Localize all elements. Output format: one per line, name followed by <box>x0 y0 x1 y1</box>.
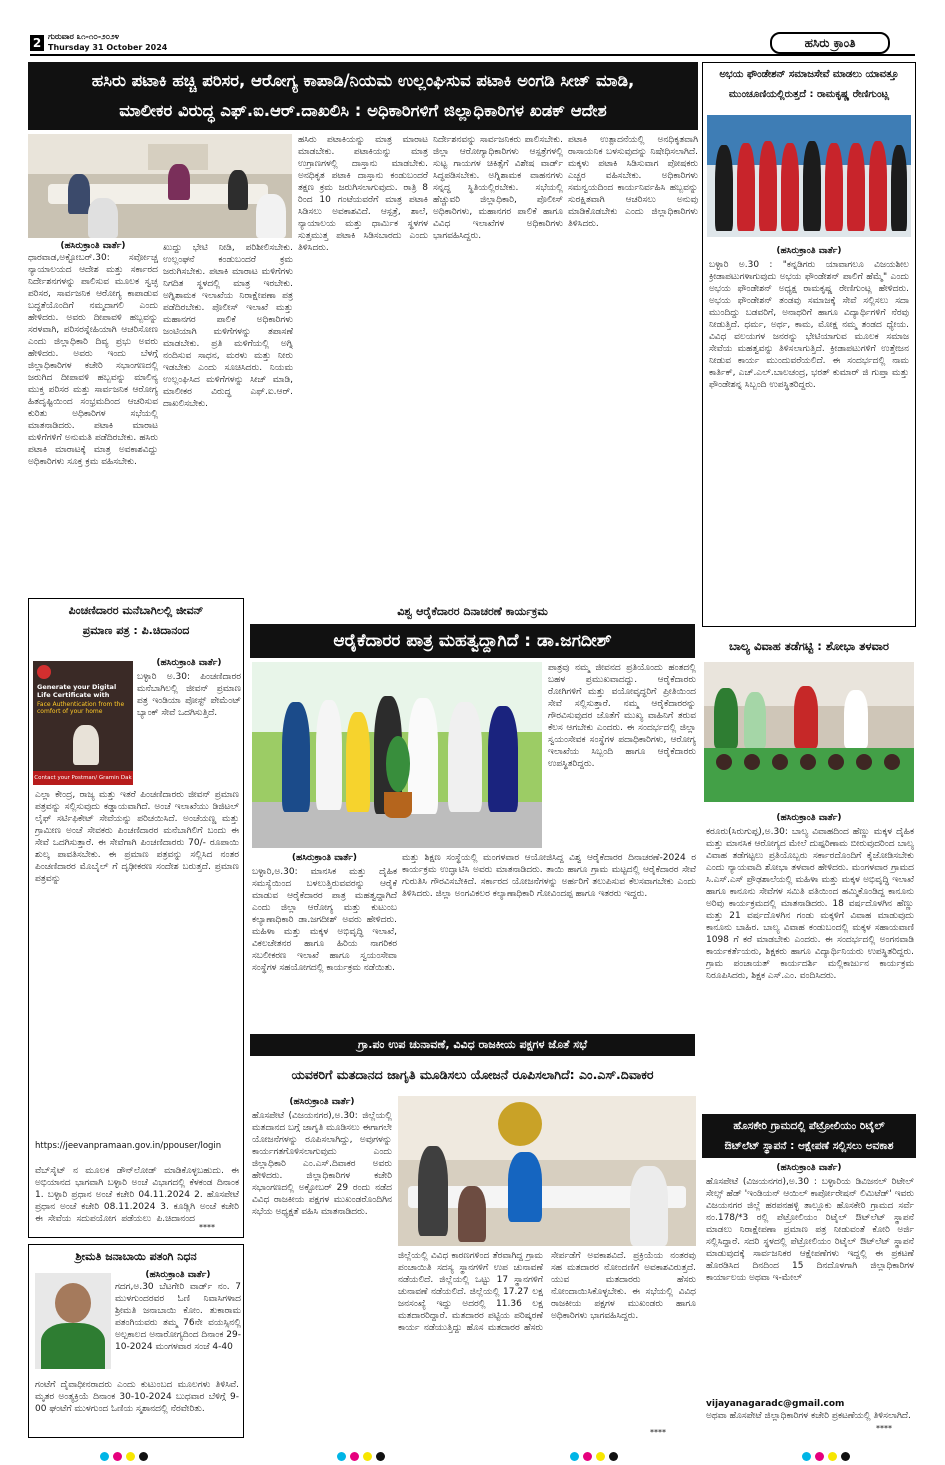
pension-ad-contact: Contact your Postman/ Gramin Dak <box>33 771 133 785</box>
lead-photo <box>28 134 292 238</box>
petrol-headline-line2: ಔಟ್‌ಲೆಟ್ ಸ್ಥಾಪನೆ : ಆಕ್ಷೇಪಣೆ ಸಲ್ಲಿಸಲು ಅವಕಾಶ <box>724 1140 894 1152</box>
pension-ad-line1: Generate your Digital Life Certificate with <box>37 683 117 699</box>
registration-marks-mid <box>568 1446 620 1465</box>
obit-photo <box>35 1273 111 1369</box>
lead-headline <box>28 62 698 130</box>
health-credit: (ಹಸಿರುಕ್ರಾಂತಿ ವಾರ್ತೆ) <box>291 853 358 863</box>
pension-credit: (ಹಸಿರುಕ್ರಾಂತಿ ವಾರ್ತೆ) <box>156 658 222 668</box>
petrol-email[interactable]: vijayanagaradc@gmail.com <box>706 1399 845 1409</box>
obit-body: ಗಂಟೆಗೆ ದೈವಾಧೀನರಾದರು ಎಂದು ಕುಟುಂಬದ ಮೂಲಗಳು ತಿಳಿಸಿವೆ. ಮೃತರ ಅಂತ್ಯಕ್ರಿಯೆ ದಿನಾಂಕ 30-10-2024 ಬುಧವಾರ ಬೆಳಿಗ್ಗೆ 9-00 ಘಂಟೆಗೆ ಮುಳಗುಂದ ಓಣಿಯ ಸ್ಮಶಾನದಲ್ಲಿ ನೆರವೇರಿತು. <box>35 1380 239 1414</box>
child-body: ಕರೂರು(ಸಿರುಗುಪ್ಪ),ಅ.30: ಬಾಲ್ಯ ವಿವಾಹದಿಂದ ಹೆಣ್ಣು ಮಕ್ಕಳ ದೈಹಿಕ ಮತ್ತು ಮಾನಸಿಕ ಆರೋಗ್ಯದ ಮೇಲೆ ದುಷ್ಪರಿಣಾಮ ಬೀರುವುದರಿಂದ ಬಾಲ್ಯ ವಿವಾಹ ತಡೆಗಟ್ಟಲು ಪ್ರತಿಯೊಬ್ಬರು ಸರ್ಕಾರದೊಂದಿಗೆ ಕೈಜೋಡಿಸಬೇಕು ಎಂದು ನ್ಯಾಯವಾದಿ ಶೋಭಾ ತಳವಾರ ಹೇಳಿದರು. ಮಂಗಳವಾರ ಗ್ರಾಮದ ಸಿ.ಎಸ್.ಎಸ್ ಪ್ರೌಢಶಾಲೆಯಲ್ಲಿ ಮಹಿಳಾ ಮತ್ತು ಮಕ್ಕಳ ಅಭಿವೃದ್ಧಿ ಇಲಾಖೆ ಹಾಗೂ ಕಾನೂನು ಸೇವೆಗಳ ಸಮಿತಿ ವತಿಯಿಂದ ಹಮ್ಮಿಕೊಂಡಿದ್ದ ಕಾನೂನು ಅರಿವು ಕಾರ್ಯಕ್ರಮದಲ್ಲಿ ಮಾತನಾಡಿದರು. 18 ವರ್ಷದೊಳಗಿನ ಹೆಣ್ಣು ಮತ್ತು 21 ವರ್ಷದೊಳಗಿನ ಗಂಡು ಮಕ್ಕಳಿಗೆ ವಿವಾಹ ಮಾಡುವುದು ಕಾನೂನು ಬಾಹಿರ. ಬಾಲ್ಯ ವಿವಾಹ ಕಂಡುಬಂದಲ್ಲಿ ಮಕ್ಕಳ ಸಹಾಯವಾಣಿ 1098 ಗೆ ಕರೆ ಮಾಡಬೇಕು ಎಂದರು. ಈ ಸಂದರ್ಭದಲ್ಲಿ ಅಂಗನವಾಡಿ ಕಾರ್ಯಕರ್ತೆಯರು, ಶಿಕ್ಷಕರು ಹಾಗೂ ವಿದ್ಯಾರ್ಥಿನಿಯರು ಉಪಸ್ಥಿತರಿದ್ದರು. ಗ್ರಾಮ ಪಂಚಾಯತ್ ಕಾರ್ಯದರ್ಶಿ ಮಲ್ಲಿಕಾರ್ಜುನ ಕಾರ್ಯಕ್ರಮ ನಿರೂಪಿಸಿದರು, ಶಿಕ್ಷಕ ಎಸ್.ಎಂ. ವಂದಿಸಿದರು. <box>706 827 914 981</box>
pension-headline <box>33 601 239 641</box>
health-body-col1: ಬಳ್ಳಾರಿ,ಅ.30: ಮಾನಸಿಕ ಮತ್ತು ದೈಹಿಕ ಸಮಸ್ಯೆಯಿಂದ ಬಳಲುತ್ತಿರುವವರನ್ನು ಆರೈಕೆ ಮಾಡುವ ಆರೈಕೆದಾರರ ಪಾತ್ರ ಮಹತ್ವದ್ದಾಗಿದೆ ಎಂದು ಜಿಲ್ಲಾ ಆರೋಗ್ಯ ಮತ್ತು ಕುಟುಂಬ ಕಲ್ಯಾಣಾಧಿಕಾರಿ ಡಾ.ಜಗದೀಶ್ ಅವರು ಹೇಳಿದರು. ಮಹಿಳಾ ಮತ್ತು ಮಕ್ಕಳ ಅಭಿವೃದ್ಧಿ ಇಲಾಖೆ, ವಿಕಲಚೇತನರ ಹಾಗೂ ಹಿರಿಯ ನಾಗರಿಕರ ಸಬಲೀಕರಣ ಇಲಾಖೆ ಹಾಗೂ ಸ್ವಯಂಸೇವಾ ಸಂಸ್ಥೆಗಳ ಸಹಯೋಗದಲ್ಲಿ ಕಾರ್ಯಕ್ರಮ ನಡೆಯಿತು. <box>252 867 397 973</box>
obit-headline: ಶ್ರೀಮತಿ ಜನಾಬಾಯಿ ಪತಂಗಿ ನಿಧನ <box>75 1250 197 1263</box>
child-credit: (ಹಸಿರುಕ್ರಾಂತಿ ವಾರ್ತೆ) <box>776 813 842 823</box>
lead-body-col4: ನಿರ್ದೇಶನವನ್ನು ಸಾರ್ವಜನಿಕರು ಪಾಲಿಸಬೇಕು. ಜಿಲ್ಲಾ ಆರೋಗ್ಯಾಧಿಕಾರಿಗಳು ಆಸ್ಪತ್ರೆಗಳಲ್ಲಿ ಸುಟ್ಟ ಗಾಯಗಳ ಚಿಕಿತ್ಸೆಗೆ ವಿಶೇಷ ವಾರ್ಡ್ ಸಿದ್ಧಪಡಿಸಬೇಕು. ಅಗ್ನಿಶಾಮಕ ವಾಹನಗಳು ಸನ್ನದ್ಧ ಸ್ಥಿತಿಯಲ್ಲಿರಬೇಕು. ಸಭೆಯಲ್ಲಿ ಹೆಚ್ಚುವರಿ ಜಿಲ್ಲಾಧಿಕಾರಿ, ಪೊಲೀಸ್ ಅಧಿಕಾರಿಗಳು, ಮಹಾನಗರ ಪಾಲಿಕೆ ಹಾಗೂ ವಿವಿಧ ಇಲಾಖೆಗಳ ಅಧಿಕಾರಿಗಳು ಭಾಗವಹಿಸಿದ್ದರು. <box>433 135 563 241</box>
abhaya-headline-line1: ಅಭಯ ಫೌಂಡೇಶನ್ ಸಮಾಜಸೇವೆ ಮಾಡಲು ಯಾವತ್ತೂ <box>719 69 899 80</box>
election-headline: ಯವಕರಿಗೆ ಮತದಾನದ ಜಾಗೃತಿ ಮೂಡಿಸಲು ಯೋಜನೆ ರೂಪಿಸಲಾಗಿದೆ: ಎಂ.ಎಸ್.ದಿವಾಕರ <box>291 1067 654 1082</box>
pension-ad-line2: Face Authentication from the comfort of your home <box>37 701 125 715</box>
date-kannada: ಗುರುವಾರ ೩೧-೧೦-೨೦೨೪ <box>48 32 120 41</box>
page-number: 2 <box>30 35 44 51</box>
obit-body-side: ಗದಗ,ಅ.30 ಬೆಟಗೇರಿ ವಾರ್ಡ್ ನಂ. 7 ಮುಳಗುಂದರವರ ಓಣಿ ನಿವಾಸಿಗಳಾದ ಶ್ರೀಮತಿ ಜನಾಬಾಯಿ ಕೋಂ. ತುಕಾರಾಮ ಪತಂಗಿಯವರು ತಮ್ಮ 76ನೇ ವಯಸ್ಸಿನಲ್ಲಿ ಅಲ್ಪಕಾಲದ ಅನಾರೋಗ್ಯದಿಂದ ದಿನಾಂಕ 29-10-2024 ಮಂಗಳವಾರ ಸಂಜೆ 4-40 <box>115 1282 241 1352</box>
masthead <box>30 32 915 56</box>
abhaya-photo <box>707 115 911 237</box>
pension-camps: 1. ಬಳ್ಳಾರಿ ಪ್ರಧಾನ ಅಂಚೆ ಕಚೇರಿ 04.11.2024 2. ಹೊಸಪೇಟೆ ಪ್ರಧಾನ ಅಂಚೆ ಕಚೇರಿ 08.11.2024 3. ಕೂಡ್ಲಿಗಿ ಅಂಚೆ ಕಚೇರಿ <box>35 1190 239 1212</box>
abhaya-headline-line2: ಮುಂಚೂಣಿಯಲ್ಲಿರುತ್ತದೆ : ರಾಮಕೃಷ್ಣ ರೇಣಿಗುಂಟ್ಲ <box>728 89 890 100</box>
child-headline: ಬಾಲ್ಯ ವಿವಾಹ ತಡೆಗಟ್ಟಿ : ಶೋಭಾ ತಳವಾರ <box>728 639 890 653</box>
health-side-text: ಪಾತ್ರವು ನಮ್ಮ ಜೀವನದ ಪ್ರತಿಯೊಂದು ಹಂತದಲ್ಲಿ ಬಹಳ ಪ್ರಮುಖವಾದದ್ದು. ಆರೈಕೆದಾರರು ರೋಗಿಗಳಿಗೆ ಮತ್ತು ವಯೋವೃದ್ಧರಿಗೆ ಪ್ರೀತಿಯಿಂದ ಸೇವೆ ಸಲ್ಲಿಸುತ್ತಾರೆ. ನಮ್ಮ ಆರೈಕೆದಾರರನ್ನು ಗೌರವಿಸುವುದರ ಜೊತೆಗೆ ಮುಖ್ಯ ವಾಹಿನಿಗೆ ತರುವ ಕೆಲಸ ಆಗಬೇಕು ಎಂದರು. ಈ ಸಂದರ್ಭದಲ್ಲಿ ಜಿಲ್ಲಾ ಸ್ವಯಂಸೇವಕ ಸಂಸ್ಥೆಗಳ ಪದಾಧಿಕಾರಿಗಳು, ಆರೋಗ್ಯ ಇಲಾಖೆಯ ಸಿಬ್ಬಂದಿ ಹಾಗೂ ಆರೈಕೆದಾರರು ಉಪಸ್ಥಿತರಿದ್ದರು. <box>548 663 696 769</box>
lead-headline-line2: ಮಾಲೀಕರ ವಿರುದ್ಧ ಎಫ್.ಐ.ಆರ್.ದಾಖಲಿಸಿ : ಅಧಿಕಾರಿಗಳಿಗೆ ಜಿಲ್ಲಾಧಿಕಾರಿಗಳ ಖಡಕ್ ಆದೇಶ <box>119 101 607 120</box>
lead-body-col1: ಧಾರವಾಡ,ಅಕ್ಟೋಬರ್.30: ಸರ್ವೋಚ್ಚ ನ್ಯಾಯಾಲಯದ ಆದೇಶ ಮತ್ತು ಸರ್ಕಾರದ ನಿರ್ದೇಶನಗಳನ್ನು ಪಾಲಿಸುವ ಮೂಲಕ ಸ್ವಚ್ಛ ಪರಿಸರ, ಸಾರ್ವಜನಿಕ ಆರೋಗ್ಯ ಕಾಪಾಡುವ ಬದ್ಧತೆಯೊಂದಿಗೆ ನಮ್ಮದಾಗಲಿ ಎಂದು ಹೇಳಿದರು. ಅವರು ದೀಪಾವಳಿ ಹಬ್ಬವನ್ನು ಸರಳವಾಗಿ, ಪರಿಸರಸ್ನೇಹಿಯಾಗಿ ಆಚರಿಸೋಣ ಎಂದು ಜಿಲ್ಲಾಧಿಕಾರಿ ದಿವ್ಯ ಪ್ರಭು ಅವರು ಹೇಳಿದರು. ಅವರು ಇಂದು ಬೆಳಗ್ಗೆ ಜಿಲ್ಲಾಧಿಕಾರಿಗಳ ಕಚೇರಿ ಸಭಾಂಗಣದಲ್ಲಿ ಜರುಗಿದ ದೀಪಾವಳಿ ಹಬ್ಬವನ್ನು ಮಾಲಿನ್ಯ ಮುಕ್ತ ಪರಿಸರ ಮತ್ತು ಸಾರ್ವಜನಿಕ ಆರೋಗ್ಯ ಹಿತದೃಷ್ಟಿಯಿಂದ ಸಂಭ್ರಮದಿಂದ ಆಚರಿಸುವ ಕುರಿತು ಅಧಿಕಾರಿಗಳ ಸಭೆಯಲ್ಲಿ ಮಾತನಾಡಿದರು. ಪಟಾಕಿ ಮಾರಾಟ ಮಳಿಗೆಗಳಿಗೆ ಅನುಮತಿ ಪಡೆದಿರಬೇಕು. ಹಸಿರು ಪಟಾಕಿ ಮಾರಾಟಕ್ಕೆ ಮಾತ್ರ ಅವಕಾಶವಿದ್ದು ಅಧಿಕಾರಿಗಳು ಸೂಕ್ತ ಕ್ರಮ ವಹಿಸಬೇಕು. <box>28 253 158 467</box>
abhaya-body: ಬಳ್ಳಾರಿ ಅ.30 : "ಕನ್ನಡಿಗರು ಯಾವಾಗಲೂ ವಿಜಯಶೀಲ ಕ್ರೀಡಾಪಟುಗಳಾಗುವುದು ಅಭಯ ಫೌಂಡೇಶನ್ ಪಾಲಿಗೆ ಹೆಮ್ಮೆ" ಎಂದು ಅಭಯ ಫೌಂಡೇಶನ್ ಅಧ್ಯಕ್ಷ ರಾಮಕೃಷ್ಣ ರೇಣಿಗುಂಟ್ಲ ಹೇಳಿದರು. ಅಭಯ ಫೌಂಡೇಶನ್ ತಂಡವು ಸಮಾಜಕ್ಕೆ ಸೇವೆ ಸಲ್ಲಿಸಲು ಸದಾ ಮುಂದಿದ್ದು ಬಡವರಿಗೆ, ಅನಾಥರಿಗೆ ಹಾಗೂ ವಿದ್ಯಾರ್ಥಿಗಳಿಗೆ ನೆರವು ನೀಡುತ್ತಿದೆ. ಧರ್ಮ, ಅರ್ಥ, ಕಾಮ, ಮೋಕ್ಷ ನಮ್ಮ ತಂಡದ ಧ್ಯೇಯ. ವಿವಿಧ ವಲಯಗಳ ಜನರನ್ನು ಭೇಟಿಯಾಗುವ ಮೂಲಕ ಸಮಾಜ ಸೇವೆಯ ಮಹತ್ವವನ್ನು ತಿಳಿಸಲಾಗುತ್ತಿದೆ. ಕ್ರೀಡಾಪಟುಗಳಿಗೆ ಉತ್ತೇಜನ ನೀಡುವ ಕಾರ್ಯ ಮುಂದುವರೆಯಲಿದೆ. ಈ ಸಂದರ್ಭದಲ್ಲಿ ನಾಮ ಕಾರ್ತಿಕ್, ಎಚ್.ಎಲ್.ಬಾಲಚಂದ್ರ, ಭರತ್ ಕುಮಾರ್ ಜಿ ಗುಪ್ತಾ ಮತ್ತು ಫೌಂಡೇಶನ್ನ ಸಿಬ್ಬಂದಿ ಉಪಸ್ಥಿತರಿದ್ದರು. <box>709 260 909 390</box>
election-body-left: ಹೊಸಪೇಟೆ (ವಿಜಯನಗರ),ಅ.30: ಜಿಲ್ಲೆಯಲ್ಲಿ ಮತದಾನದ ಬಗ್ಗೆ ಜಾಗೃತಿ ಮೂಡಿಸಲು ಈಗಾಗಲೇ ಯೋಜನೆಗಳನ್ನು ರೂಪಿಸಲಾಗಿದ್ದು, ಅವುಗಳನ್ನು ಕಾರ್ಯಗತಗೊಳಿಸಲಾಗುವುದು ಎಂದು ಜಿಲ್ಲಾಧಿಕಾರಿ ಎಂ.ಎಸ್.ದಿವಾಕರ ಅವರು ಹೇಳಿದರು. ಜಿಲ್ಲಾಧಿಕಾರಿಗಳ ಕಚೇರಿ ಸಭಾಂಗಣದಲ್ಲಿ ಅಕ್ಟೋಬರ್ 29 ರಂದು ನಡೆದ ವಿವಿಧ ರಾಜಕೀಯ ಪಕ್ಷಗಳ ಮುಖಂಡರೊಂದಿಗಿನ ಸಭೆಯ ಅಧ್ಯಕ್ಷತೆ ವಹಿಸಿ ಮಾತನಾಡಿದರು. <box>252 1111 392 1217</box>
pension-ad <box>33 661 133 785</box>
pension-body: ಎಲ್ಲಾ ಕೇಂದ್ರ, ರಾಜ್ಯ ಮತ್ತು ಇತರೆ ಪಿಂಚಣಿದಾರರು ಜೀವನ್ ಪ್ರಮಾಣ ಪತ್ರವನ್ನು ಸಲ್ಲಿಸುವುದು ಕಡ್ಡಾಯವಾಗಿದೆ. ಅಂಚೆ ಇಲಾಖೆಯು ಡಿಜಿಟಲ್ ಲೈಫ್ ಸರ್ಟಿಫಿಕೇಟ್ ಸೇವೆಯನ್ನು ಪರಿಚಯಿಸಿದೆ. ಅಂಚೆಯಣ್ಣ ಮತ್ತು ಗ್ರಾಮೀಣ ಅಂಚೆ ಸೇವಕರು ಪಿಂಚಣಿದಾರರ ಮನೆಬಾಗಿಲಿಗೆ ಬಂದು ಈ ಸೇವೆ ಒದಗಿಸುತ್ತಾರೆ. ಈ ಸೇವೆಗಾಗಿ ಪಿಂಚಣಿದಾರರು 70/- ರೂಪಾಯಿ ಶುಲ್ಕ ಪಾವತಿಸಬೇಕು. ಈ ಪ್ರಮಾಣ ಪತ್ರವನ್ನು ಸಲ್ಲಿಸಿದ ನಂತರ ಪಿಂಚಣಿದಾರರ ಮೊಬೈಲ್ ಗೆ ದೃಢೀಕರಣ ಸಂದೇಶ ಬರುತ್ತದೆ. ಪ್ರಮಾಣ ಪತ್ರವನ್ನು <box>35 790 239 884</box>
pension-stars: **** <box>199 1223 215 1232</box>
pension-url[interactable]: https://jeevanpramaan.gov.in/ppouser/login <box>35 1141 222 1151</box>
obit-credit: (ಹಸಿರುಕ್ರಾಂತಿ ವಾರ್ತೆ) <box>145 1270 211 1280</box>
petrol-headline-line1: ಹೊಸಕೇರಿ ಗ್ರಾಮದಲ್ಲಿ ಪೆಟ್ರೋಲಿಯಂ ರಿಟೈಲ್ <box>733 1120 885 1132</box>
lead-body-col5: ಪಟಾಕಿ ಉತ್ಪಾದನೆಯಲ್ಲಿ ಅನಧಿಕೃತವಾಗಿ ರಾಸಾಯನಿಕ ಬಳಸುವುದನ್ನು ನಿಷೇಧಿಸಲಾಗಿದೆ. ಮಕ್ಕಳು ಪಟಾಕಿ ಸಿಡಿಸುವಾಗ ಪೋಷಕರು ಎಚ್ಚರ ವಹಿಸಬೇಕು. ಅಧಿಕಾರಿಗಳು ಸಮನ್ವಯದಿಂದ ಕಾರ್ಯನಿರ್ವಹಿಸಿ ಹಬ್ಬವನ್ನು ಸುರಕ್ಷಿತವಾಗಿ ಆಚರಿಸಲು ಅನುವು ಮಾಡಿಕೊಡಬೇಕು ಎಂದು ಜಿಲ್ಲಾಧಿಕಾರಿಗಳು ತಿಳಿಸಿದರು. <box>568 135 698 229</box>
lead-body-col2: ಖುದ್ದು ಭೇಟಿ ನೀಡಿ, ಪರಿಶೀಲಿಸಬೇಕು. ಉಲ್ಲಂಘನೆ ಕಂಡುಬಂದರೆ ಕ್ರಮ ಜರುಗಿಸಬೇಕು. ಪಟಾಕಿ ಮಾರಾಟ ಮಳಿಗೆಗಳು ನಿಗದಿತ ಸ್ಥಳದಲ್ಲಿ ಮಾತ್ರ ಇರಬೇಕು. ಅಗ್ನಿಶಾಮಕ ಇಲಾಖೆಯ ನಿರಾಕ್ಷೇಪಣಾ ಪತ್ರ ಪಡೆದಿರಬೇಕು. ಪೊಲೀಸ್ ಇಲಾಖೆ ಮತ್ತು ಮಹಾನಗರ ಪಾಲಿಕೆ ಅಧಿಕಾರಿಗಳು ಜಂಟಿಯಾಗಿ ಮಳಿಗೆಗಳನ್ನು ತಪಾಸಣೆ ಮಾಡಬೇಕು. ಪ್ರತಿ ಮಳಿಗೆಯಲ್ಲಿ ಅಗ್ನಿ ನಂದಿಸುವ ಸಾಧನ, ಮರಳು ಮತ್ತು ನೀರು ಇಡಬೇಕು ಎಂದು ಸೂಚಿಸಿದರು. ನಿಯಮ ಉಲ್ಲಂಘಿಸಿದ ಮಳಿಗೆಗಳನ್ನು ಸೀಜ್ ಮಾಡಿ, ಮಾಲೀಕರ ವಿರುದ್ಧ ಎಫ್.ಐ.ಆರ್. ದಾಖಲಿಸಬೇಕು. <box>163 243 293 409</box>
petrol-body: ಹೊಸಪೇಟೆ (ವಿಜಯನಗರ),ಅ.30 : ಬಳ್ಳಾರಿಯ ಡಿವಿಜನಲ್ ರಿಟೇಲ್ ಸೇಲ್ಸ್ ಹೆಡ್ 'ಇಂಡಿಯನ್ ಆಯಿಲ್ ಕಾರ್ಪೋರೇಷನ್ ಲಿಮಿಟೆಡ್' ಇವರು ವಿಜಯನಗರ ಜಿಲ್ಲೆ ಹರಪನಹಳ್ಳಿ ತಾಲ್ಲೂಕು ಹೊಸಕೇರಿ ಗ್ರಾಮದ ಸರ್ವೆ ನಂ.178/*3 ರಲ್ಲಿ ಪೆಟ್ರೋಲಿಯಂ ರಿಟೈಲ್ ಔಟ್‌ಲೆಟ್ ಸ್ಥಾಪನೆ ಮಾಡಲು ನಿರಾಕ್ಷೇಪಣಾ ಪ್ರಮಾಣ ಪತ್ರ ನೀಡುವಂತೆ ಕೋರಿ ಅರ್ಜಿ ಸಲ್ಲಿಸಿದ್ದಾರೆ. ಸದರಿ ಸ್ಥಳದಲ್ಲಿ ಪೆಟ್ರೋಲಿಯಂ ರಿಟೈಲ್ ಔಟ್‌ಲೆಟ್ ಸ್ಥಾಪನೆ ಮಾಡುವುದಕ್ಕೆ ಸಾರ್ವಜನಿಕರ ಆಕ್ಷೇಪಣೆಗಳು ಇದ್ದಲ್ಲಿ ಈ ಪ್ರಕಟಣೆ ಹೊರಡಿಸಿದ ದಿನದಿಂದ 15 ದಿನದೊಳಗಾಗಿ ಜಿಲ್ಲಾಧಿಕಾರಿಗಳ ಕಾರ್ಯಾಲಯ ಅಥವಾ ಇ-ಮೇಲ್ <box>706 1177 914 1283</box>
registration-marks-center <box>335 1446 387 1465</box>
pension-body2: ವೆಬ್‌ಸೈಟ್ ನ ಮೂಲಕ ಡೌನ್‌ಲೋಡ್ ಮಾಡಿಕೊಳ್ಳಬಹುದು. ಈ ಅಭಿಯಾನದ ಭಾಗವಾಗಿ ಬಳ್ಳಾರಿ ಅಂಚೆ ವಿಭಾಗದಲ್ಲಿ ಕೆಳಕಂಡ ದಿನಾಂಕ <box>35 1166 239 1188</box>
abhaya-box <box>702 62 916 627</box>
pension-headline-line1: ಪಿಂಚಣಿದಾರರ ಮನೆಬಾಗಿಲಲ್ಲಿ ಜೀವನ್ <box>68 604 204 617</box>
petrol-credit: (ಹಸಿರುಕ್ರಾಂತಿ ವಾರ್ತೆ) <box>776 1163 842 1173</box>
date-english: Thursday 31 October 2024 <box>48 43 168 52</box>
election-photo <box>398 1096 696 1246</box>
paper-name: ಹಸಿರು ಕ್ರಾಂತಿ <box>770 32 890 54</box>
health-photo <box>252 662 542 848</box>
election-kicker: ಗ್ರಾ.ಪಂ ಉಪ ಚುನಾವಣೆ, ವಿವಿಧ ರಾಜಕೀಯ ಪಕ್ಷಗಳ ಜೊತೆ ಸಭೆ <box>250 1034 695 1056</box>
pension-box <box>28 598 244 1238</box>
registration-marks-right <box>800 1446 852 1465</box>
pension-body3: ಈ ಸೇವೆಯ ಸದುಪಯೋಗ ಪಡೆಯಲು ಪಿ.ಚಿದಾನಂದ <box>35 1214 195 1224</box>
obit-box <box>28 1244 244 1438</box>
child-photo <box>704 662 914 802</box>
health-kicker: ವಿಶ್ವ ಆರೈಕೆದಾರರ ದಿನಾಚರಣೆ ಕಾರ್ಯಕ್ರಮ <box>397 605 548 618</box>
lead-headline-line1: ಹಸಿರು ಪಟಾಕಿ ಹಚ್ಚಿ ಪರಿಸರ, ಆರೋಗ್ಯ ಕಾಪಾಡಿ/ನಿಯಮ ಉಲ್ಲಂಘಿಸುವ ಪಟಾಕಿ ಅಂಗಡಿ ಸೀಜ್ ಮಾಡಿ, <box>91 71 635 90</box>
india-post-logo <box>37 665 51 679</box>
abhaya-headline <box>707 65 911 105</box>
petrol-body2: ಅಥವಾ ಹೊಸಪೇಟೆ ಜಿಲ್ಲಾಧಿಕಾರಿಗಳ ಕಚೇರಿ ಪ್ರಕಟಣೆಯಲ್ಲಿ ತಿಳಿಸಲಾಗಿದೆ. <box>706 1411 911 1421</box>
health-headline: ಆರೈಕೆದಾರರ ಪಾತ್ರ ಮಹತ್ವದ್ದಾಗಿದೆ : ಡಾ.ಜಗದೀಶ್ <box>250 624 695 658</box>
election-credit: (ಹಸಿರುಕ್ರಾಂತಿ ವಾರ್ತೆ) <box>289 1097 355 1107</box>
pension-body-side: ಬಳ್ಳಾರಿ ಅ.30: ಪಿಂಚಣಿದಾರರ ಮನೆಬಾಗಿಲಲ್ಲಿ ಜೀವನ್ ಪ್ರಮಾಣ ಪತ್ರ ಇಂಡಿಯಾ ಪೋಸ್ಟ್ ಪೇಮೆಂಟ್ ಬ್ಯಾಂಕ್ ಸೇವೆ ಒದಗಿಸುತ್ತಿದೆ. <box>137 672 241 718</box>
pension-headline-line2: ಪ್ರಮಾಣ ಪತ್ರ : ಪಿ.ಚಿದಾನಂದ <box>82 624 190 637</box>
lead-body-col3: ಹಸಿರು ಪಟಾಕಿಯನ್ನು ಮಾತ್ರ ಮಾರಾಟ ಮಾಡಬೇಕು. ಪಟಾಕಿಯನ್ನು ಮಾತ್ರ ಉಗ್ರಾಣಗಳಲ್ಲಿ ದಾಸ್ತಾನು ಮಾಡಬೇಕು. ಅನಧಿಕೃತ ಪಟಾಕಿ ದಾಸ್ತಾನು ಕಂಡುಬಂದರೆ ತಕ್ಷಣ ಕ್ರಮ ಜರುಗಿಸಲಾಗುವುದು. ರಾತ್ರಿ 8 ರಿಂದ 10 ಗಂಟೆಯವರೆಗೆ ಮಾತ್ರ ಪಟಾಕಿ ಸಿಡಿಸಲು ಅವಕಾಶವಿದೆ. ಆಸ್ಪತ್ರೆ, ಶಾಲೆ, ನ್ಯಾಯಾಲಯ ಮತ್ತು ಧಾರ್ಮಿಕ ಸ್ಥಳಗಳ ಸುತ್ತಮುತ್ತ ಪಟಾಕಿ ಸಿಡಿಸಬಾರದು ಎಂದು ತಿಳಿಸಿದರು. <box>298 135 428 253</box>
petrol-headline <box>702 1114 916 1158</box>
registration-marks-left <box>98 1446 150 1465</box>
election-stars: **** <box>650 1428 666 1437</box>
lead-credit: (ಹಸಿರುಕ್ರಾಂತಿ ವಾರ್ತೆ) <box>60 241 126 251</box>
election-body-cols: ಜಿಲ್ಲೆಯಲ್ಲಿ ವಿವಿಧ ಕಾರಣಗಳಿಂದ ತೆರವಾಗಿದ್ದ ಗ್ರಾಮ ಪಂಚಾಯಿತಿ ಸದಸ್ಯ ಸ್ಥಾನಗಳಿಗೆ ಉಪ ಚುನಾವಣೆ ನಡೆಯಲಿದೆ. ಜಿಲ್ಲೆಯಲ್ಲಿ ಒಟ್ಟು 17 ಸ್ಥಾನಗಳಿಗೆ ಚುನಾವಣೆ ನಡೆಯಲಿದೆ. ಜಿಲ್ಲೆಯಲ್ಲಿ 17.27 ಲಕ್ಷ ಜನಸಂಖ್ಯೆ ಇದ್ದು ಅದರಲ್ಲಿ 11.36 ಲಕ್ಷ ಮತದಾರರಿದ್ದಾರೆ. ಮತದಾರರ ಪಟ್ಟಿಯ ಪರಿಷ್ಕರಣೆ ಕಾರ್ಯ ನಡೆಯುತ್ತಿದ್ದು ಹೊಸ ಮತದಾರರ ಹೆಸರು ಸೇರ್ಪಡೆಗೆ ಅವಕಾಶವಿದೆ. ಪ್ರಕ್ರಿಯೆಯ ನಂತರವು ಸಹ ಮತದಾರರ ನೋಂದಣಿಗೆ ಅವಕಾಶವಿರುತ್ತದೆ. ಯುವ ಮತದಾರರು ಹೆಸರು ನೋಂದಾಯಿಸಿಕೊಳ್ಳಬೇಕು. ಈ ಸಭೆಯಲ್ಲಿ ವಿವಿಧ ರಾಜಕೀಯ ಪಕ್ಷಗಳ ಮುಖಂಡರು ಹಾಗೂ ಅಧಿಕಾರಿಗಳು ಭಾಗವಹಿಸಿದ್ದರು. <box>398 1251 696 1333</box>
petrol-stars: **** <box>876 1424 892 1433</box>
abhaya-credit: (ಹಸಿರುಕ್ರಾಂತಿ ವಾರ್ತೆ) <box>776 246 842 256</box>
health-body-col2: ಮತ್ತು ಶಿಕ್ಷಣ ಸಂಸ್ಥೆಯಲ್ಲಿ ಮಂಗಳವಾರ ಆಯೋಜಿಸಿದ್ದ ವಿಶ್ವ ಆರೈಕೆದಾರರ ದಿನಾಚರಣೆ-2024 ರ ಕಾರ್ಯಕ್ರಮ ಉದ್ಘಾಟಿಸಿ ಅವರು ಮಾತನಾಡಿದರು. ತಾಯಿ ಹಾಗೂ ಗ್ರಾಮ ಮಟ್ಟದಲ್ಲಿ ಆರೈಕೆದಾರರ ಸೇವೆ ಗುರುತಿಸಿ ಗೌರವಿಸಬೇಕಿದೆ. ಸರ್ಕಾರದ ಯೋಜನೆಗಳನ್ನು ಅರ್ಹರಿಗೆ ತಲುಪಿಸುವ ಕೆಲಸವಾಗಬೇಕು ಎಂದು ತಿಳಿಸಿದರು. ಜಿಲ್ಲಾ ಅಂಗವಿಕಲರ ಕಲ್ಯಾಣಾಧಿಕಾರಿ ಗೋವಿಂದಪ್ಪ ಹಾಗೂ ಇತರರು ಇದ್ದರು. <box>402 853 696 899</box>
